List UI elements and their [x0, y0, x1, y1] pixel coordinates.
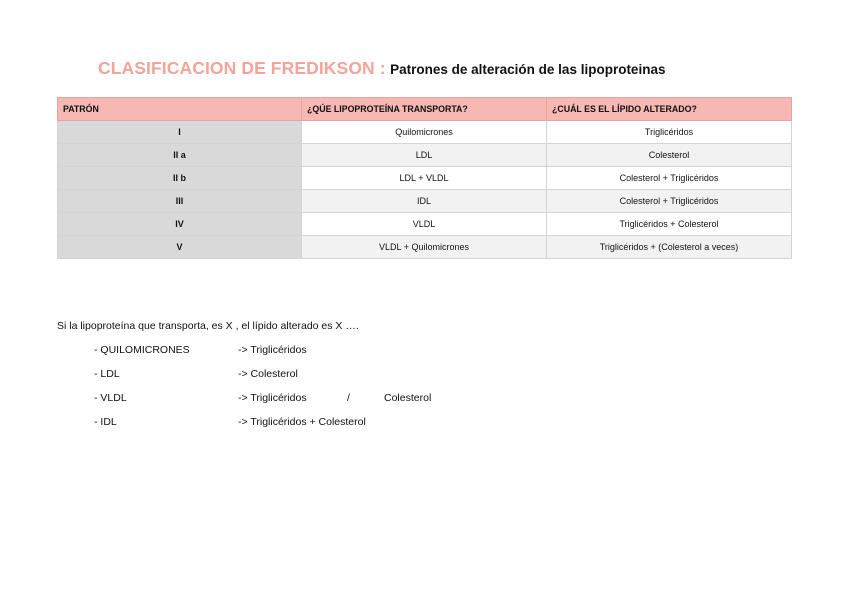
- title-main: CLASIFICACION DE FREDIKSON :: [98, 58, 386, 78]
- table-row: [58, 213, 792, 236]
- lipid-cell: Triglicéridos: [547, 121, 792, 144]
- pattern-cell: V: [58, 236, 302, 259]
- rule-alternative: Colesterol: [384, 392, 432, 404]
- pattern-cell: II a: [58, 144, 302, 167]
- pattern-cell: IV: [58, 213, 302, 236]
- table-row: [58, 190, 792, 213]
- lipoprotein-cell: LDL + VLDL: [302, 167, 547, 190]
- page-title: [98, 58, 665, 79]
- rule-lipid: -> Triglicéridos: [238, 344, 307, 356]
- rule-lipid: -> Triglicéridos + Colesterol: [238, 416, 366, 428]
- lipoprotein-cell: IDL: [302, 190, 547, 213]
- table-row: [58, 144, 792, 167]
- rule-lipid: -> Colesterol: [238, 368, 298, 380]
- pattern-cell: I: [58, 121, 302, 144]
- table-header-row: [58, 98, 792, 121]
- summary-intro: Si la lipoproteína que transporta, es X , el lípido alterado es X ….: [57, 320, 359, 332]
- table-row: [58, 121, 792, 144]
- lipoprotein-cell: VLDL + Quilomicrones: [302, 236, 547, 259]
- header-pattern: PATRÓN: [58, 98, 302, 121]
- header-lipoprotein: ¿QÚE LIPOPROTEÍNA TRANSPORTA?: [302, 98, 547, 121]
- rule-lipoprotein: - QUILOMICRONES: [94, 344, 190, 356]
- lipid-cell: Triglicéridos + Colesterol: [547, 213, 792, 236]
- lipid-cell: Triglicéridos + (Colesterol a veces): [547, 236, 792, 259]
- rule-lipoprotein: - LDL: [94, 368, 120, 380]
- lipid-cell: Colesterol: [547, 144, 792, 167]
- title-subtitle: Patrones de alteración de las lipoproteinas: [390, 62, 666, 77]
- header-lipid: ¿CUÁL ES EL LÍPIDO ALTERADO?: [547, 98, 792, 121]
- fredrickson-table: [57, 97, 792, 259]
- lipid-cell: Colesterol + Triglicéridos: [547, 190, 792, 213]
- table-row: [58, 167, 792, 190]
- rule-lipid: -> Triglicéridos: [238, 392, 307, 404]
- lipoprotein-cell: Quilomicrones: [302, 121, 547, 144]
- lipid-cell: Colesterol + Triglicéridos: [547, 167, 792, 190]
- rule-separator: /: [347, 392, 350, 404]
- rule-lipoprotein: - VLDL: [94, 392, 127, 404]
- table-row: [58, 236, 792, 259]
- rule-lipoprotein: - IDL: [94, 416, 117, 428]
- pattern-cell: III: [58, 190, 302, 213]
- lipoprotein-cell: LDL: [302, 144, 547, 167]
- lipoprotein-cell: VLDL: [302, 213, 547, 236]
- pattern-cell: II b: [58, 167, 302, 190]
